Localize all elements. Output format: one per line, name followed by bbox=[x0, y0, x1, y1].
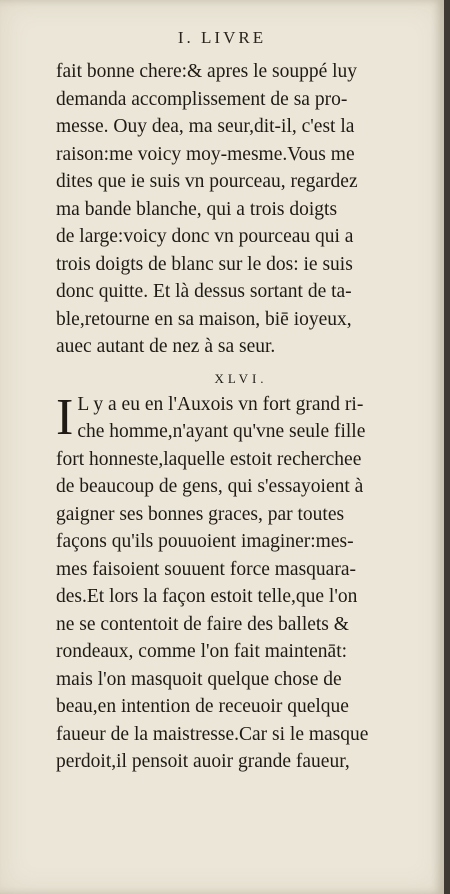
text-line: auec autant de nez à sa seur. bbox=[56, 336, 276, 357]
text-line: che homme,n'ayant qu'vne seule fille bbox=[77, 421, 366, 442]
text-line: ma bande blanche, qui a trois doigts bbox=[56, 198, 338, 220]
text-line: des.Et lors la façon estoit telle,que l'on bbox=[56, 586, 358, 607]
text-line: raison:me voicy moy-mesme.Vous me bbox=[56, 143, 355, 165]
text-line: fort honneste,laquelle estoit recherchee bbox=[56, 448, 362, 470]
page-text bbox=[56, 58, 426, 776]
paragraph-1 bbox=[56, 58, 426, 361]
text-line: dites que ie suis vn pourceau, regardez bbox=[56, 171, 358, 192]
text-line: messe. Ouy dea, ma seur,dit-il, c'est la bbox=[56, 116, 355, 137]
text-line: faueur de la maistresse.Car si le masque bbox=[56, 723, 369, 745]
book-spine bbox=[444, 0, 450, 894]
paragraph-2 bbox=[56, 388, 426, 776]
text-line: trois doigts de blanc sur le dos: ie suis bbox=[56, 253, 353, 275]
text-line: mes faisoient souuent force masquara- bbox=[56, 558, 356, 580]
text-line: rondeaux, comme l'on fait maintenāt: bbox=[56, 641, 348, 662]
text-line: de large:voicy donc vn pourceau qui a bbox=[56, 226, 354, 247]
text-line: fait bonne chere:& apres le souppé luy bbox=[56, 61, 358, 82]
text-line: mais l'on masquoit quelque chose de bbox=[56, 668, 342, 690]
text-line: beau,en intention de receuoir quelque bbox=[56, 696, 349, 717]
text-line: perdoit,il pensoit auoir grande faueur, bbox=[56, 751, 350, 772]
drop-cap: I bbox=[56, 388, 74, 446]
text-line: gaigner ses bonnes graces, par toutes bbox=[56, 503, 345, 525]
text-line: donc quitte. Et là dessus sortant de ta- bbox=[56, 281, 352, 302]
running-head: I. LIVRE bbox=[177, 28, 267, 47]
text-line: ne se contentoit de faire des ballets & bbox=[56, 613, 349, 635]
text-line: ble,retourne en sa maison, biē ioyeux, bbox=[56, 308, 352, 330]
text-line: façons qu'ils pouuoient imaginer:mes- bbox=[56, 531, 354, 552]
text-line: L y a eu en l'Auxois vn fort grand ri- bbox=[77, 393, 364, 415]
section-number: XLVI. bbox=[214, 370, 268, 386]
text-line: de beaucoup de gens, qui s'essayoient à bbox=[56, 476, 364, 497]
text-line: demanda accomplissement de sa pro- bbox=[56, 88, 348, 110]
